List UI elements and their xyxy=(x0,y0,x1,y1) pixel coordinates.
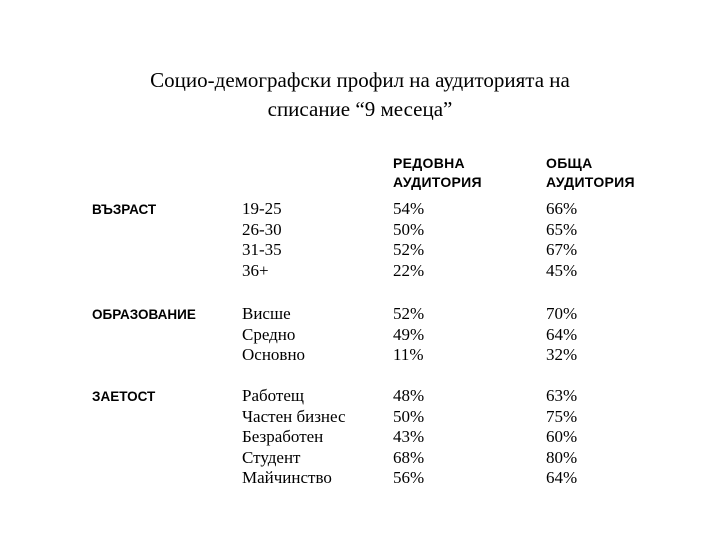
title-line-1: Социо-демографски профил на аудиторията на xyxy=(150,68,570,92)
row-total-value: 80% xyxy=(546,447,578,467)
row-total-value: 75% xyxy=(546,406,578,426)
row-total-value: 65% xyxy=(546,219,578,239)
column-header-regular-line-2: АУДИТОРИЯ xyxy=(393,174,482,190)
table-row xyxy=(0,385,720,406)
row-name: 26-30 xyxy=(242,219,282,239)
row-regular-value: 52% xyxy=(393,240,425,259)
column-header-regular xyxy=(393,154,482,192)
row-regular-value: 48% xyxy=(393,386,425,405)
row-total-value: 45% xyxy=(546,260,578,280)
row-total-value: 63% xyxy=(546,386,578,405)
column-header-total-line-1: ОБЩА xyxy=(546,155,593,171)
row-name: 19-25 xyxy=(242,199,282,218)
row-total-value: 64% xyxy=(546,468,578,487)
row-regular-value: 49% xyxy=(393,324,425,344)
column-header-regular-line-1: РЕДОВНА xyxy=(393,155,465,171)
section-label-employment: ЗАЕТОСТ xyxy=(92,389,156,404)
table-row xyxy=(0,303,720,324)
row-name: 36+ xyxy=(242,260,269,280)
table-row xyxy=(0,467,720,488)
table-row xyxy=(0,406,720,427)
row-total-value: 32% xyxy=(546,345,578,364)
table-row xyxy=(0,447,720,468)
row-regular-value: 56% xyxy=(393,468,425,487)
row-regular-value: 68% xyxy=(393,447,425,467)
table-row xyxy=(0,260,720,281)
row-regular-value: 22% xyxy=(393,260,425,280)
row-name: Средно xyxy=(242,324,296,344)
table-row xyxy=(0,324,720,345)
table-row xyxy=(0,344,720,365)
row-total-value: 67% xyxy=(546,240,578,259)
row-regular-value: 43% xyxy=(393,427,425,446)
row-name: Висше xyxy=(242,304,291,323)
section-label-age: ВЪЗРАСТ xyxy=(92,202,157,217)
page-title xyxy=(0,66,720,124)
row-name: Работещ xyxy=(242,386,304,405)
table-row xyxy=(0,219,720,240)
title-line-2: списание “9 месеца” xyxy=(267,97,453,121)
row-name: 31-35 xyxy=(242,240,282,259)
row-regular-value: 50% xyxy=(393,406,425,426)
row-total-value: 60% xyxy=(546,427,578,446)
column-header-total xyxy=(546,154,635,192)
table-row xyxy=(0,198,720,219)
section-label-education: ОБРАЗОВАНИЕ xyxy=(92,307,196,322)
row-total-value: 66% xyxy=(546,199,578,218)
row-name: Безработен xyxy=(242,427,324,446)
row-regular-value: 54% xyxy=(393,199,425,218)
row-regular-value: 52% xyxy=(393,304,425,323)
row-name: Частен бизнес xyxy=(242,406,346,426)
row-regular-value: 50% xyxy=(393,219,425,239)
row-name: Студент xyxy=(242,447,301,467)
column-header-total-line-2: АУДИТОРИЯ xyxy=(546,174,635,190)
table-row xyxy=(0,426,720,447)
row-name: Майчинство xyxy=(242,468,332,487)
row-name: Основно xyxy=(242,345,306,364)
table-row xyxy=(0,239,720,260)
row-regular-value: 11% xyxy=(393,345,424,364)
row-total-value: 64% xyxy=(546,324,578,344)
row-total-value: 70% xyxy=(546,304,578,323)
